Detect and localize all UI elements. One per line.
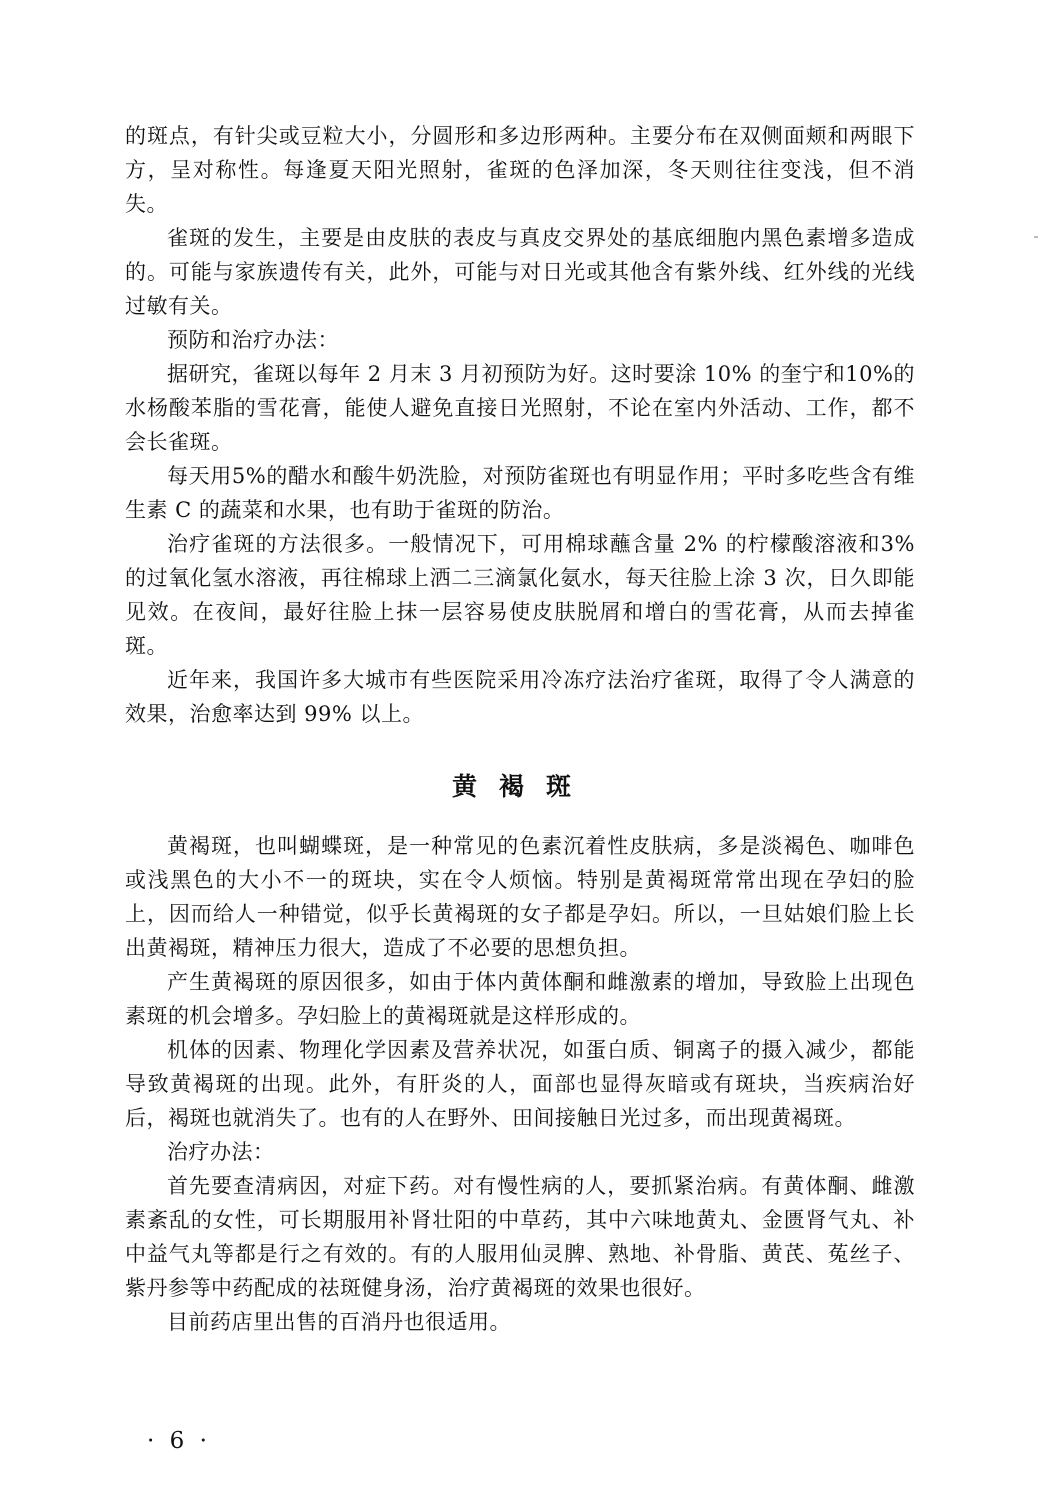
paragraph-chloasma-intro: 黄褐斑，也叫蝴蝶斑，是一种常见的色素沉着性皮肤病，多是淡褐色、咖啡色或浅黑色的大小不一的斑块，实在令人烦恼。特别是黄褐斑常常出现在孕妇的脸上，因而给人一种错觉，似乎长黄褐斑的女子都是孕妇。所以，一旦姑娘们脸上长出黄褐斑，精神压力很大，造成了不必要的思想负担。 xyxy=(125,834,915,960)
paragraph-freckle-cause: 雀斑的发生，主要是由皮肤的表皮与真皮交界处的基底细胞内黑色素增多造成的。可能与家族遗传有关，此外，可能与对日光或其他含有紫外线、红外线的光线过敏有关。 xyxy=(125,226,915,318)
subheading-prevention-treatment: 预防和治疗办法： xyxy=(167,328,339,352)
freckle-text-block xyxy=(125,119,915,731)
paragraph-pharmacy-note: 目前药店里出售的百消丹也很适用。 xyxy=(167,1310,511,1334)
paragraph-prevention-timing: 据研究，雀斑以每年 2 月末 3 月初预防为好。这时要涂 10% 的奎宁和10%的水杨酸苯脂的雪花膏，能使人避免直接日光照射，不论在室内外活动、工作，都不会长雀斑。 xyxy=(125,362,915,454)
chloasma-text-block xyxy=(125,829,915,1339)
page-number: · 6 · xyxy=(147,1428,211,1454)
paragraph-chloasma-causes: 产生黄褐斑的原因很多，如由于体内黄体酮和雌激素的增加，导致脸上出现色素斑的机会增多。孕妇脸上的黄褐斑就是这样形成的。 xyxy=(125,970,915,1028)
subheading-treatment: 治疗办法： xyxy=(167,1140,275,1164)
paragraph-chloasma-factors: 机体的因素、物理化学因素及营养状况，如蛋白质、铜离子的摄入减少，都能导致黄褐斑的出现。此外，有肝炎的人，面部也显得灰暗或有斑块，当疾病治好后，褐斑也就消失了。也有的人在野外、田间接触日光过多，而出现黄褐斑。 xyxy=(125,1038,915,1130)
section-title: 黄褐斑 xyxy=(451,772,593,801)
paragraph-treatment-herbal: 首先要查清病因，对症下药。对有慢性病的人，要抓紧治病。有黄体酮、雌激素紊乱的女性，可长期服用补肾壮阳的中草药，其中六味地黄丸、金匮肾气丸、补中益气丸等都是行之有效的。有的人服用仙灵脾、熟地、补骨脂、黄芪、菟丝子、紫丹参等中药配成的祛斑健身汤，治疗黄褐斑的效果也很好。 xyxy=(125,1174,915,1300)
paragraph-treatment-methods: 治疗雀斑的方法很多。一般情况下，可用棉球蘸含量 2% 的柠檬酸溶液和3%的过氧化氢水溶液，再往棉球上洒二三滴氯化氨水，每天往脸上涂 3 次，日久即能见效。在夜间，最好往脸上抹一层容易使皮肤脱屑和增白的雪花膏，从而去掉雀斑。 xyxy=(125,532,915,658)
paragraph-cryotherapy: 近年来，我国许多大城市有些医院采用冷冻疗法治疗雀斑，取得了令人满意的效果，治愈率达到 99% 以上。 xyxy=(125,668,915,726)
scan-edge-mark xyxy=(1034,236,1038,238)
paragraph-freckle-description: 的斑点，有针尖或豆粒大小，分圆形和多边形两种。主要分布在双侧面颊和两眼下方，呈对称性。每逢夏天阳光照射，雀斑的色泽加深，冬天则往往变浅，但不消失。 xyxy=(125,124,915,216)
paragraph-daily-care: 每天用5%的醋水和酸牛奶洗脸，对预防雀斑也有明显作用；平时多吃些含有维生素 C 的蔬菜和水果，也有助于雀斑的防治。 xyxy=(125,464,915,522)
